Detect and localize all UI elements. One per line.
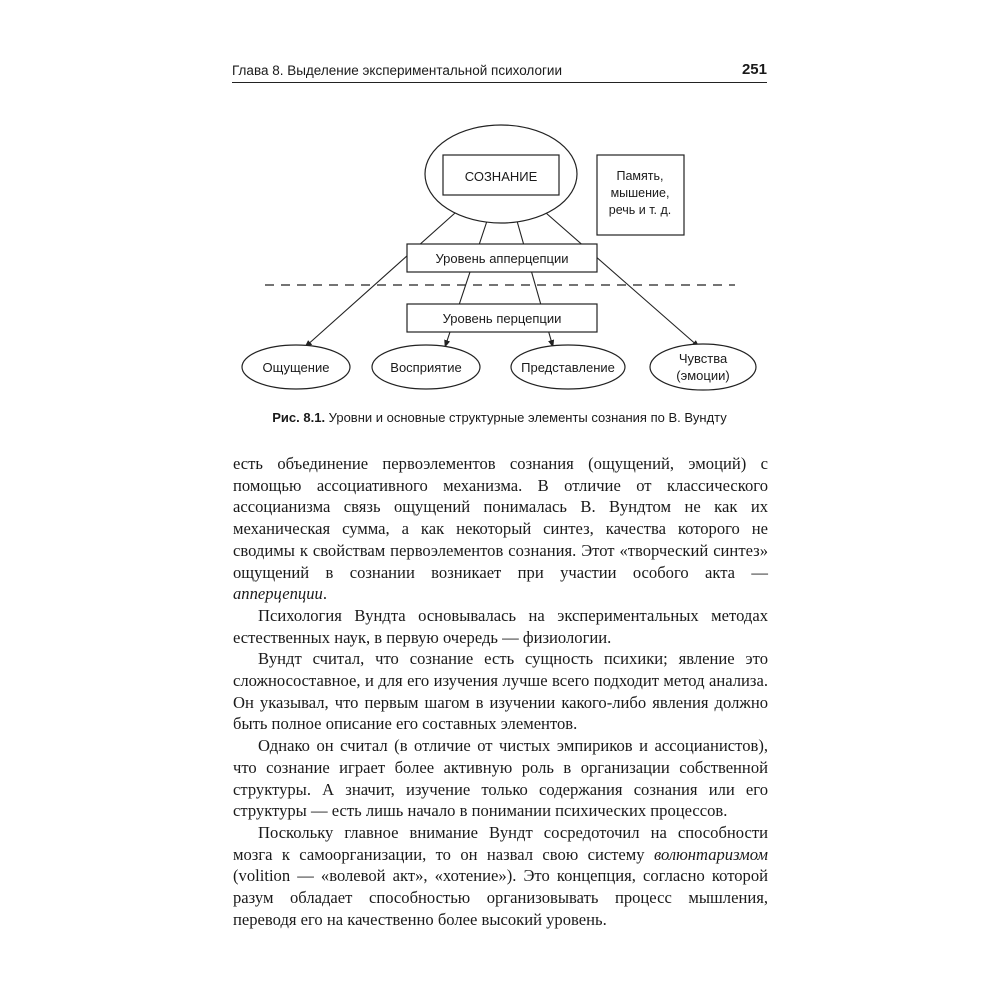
apperception-level-label: Уровень апперцепции [435,251,569,266]
term-voluntarism: волюнтаризмом [653,844,768,864]
paragraph-5 [233,822,768,931]
side-note-line-3: речь и т. д. [608,203,672,217]
term-apperception: апперцепции [233,584,323,604]
figure-caption-label: Рис. 8.1. [272,410,326,425]
paragraph-4: Однако он считал (в отличие от чистых эмпириков и ассоцианистов), что сознание играет более активную роль в организации собственной структуры. А значит, изучение только содержания сознания или его структуры — есть лишь начало в понимании психических процессов. [233,736,768,821]
feelings-label-line-2: (эмоции) [676,368,730,383]
perception-label: Восприятие [390,360,462,375]
consciousness-label: СОЗНАНИЕ [464,169,538,184]
feelings-label-line-1: Чувства [678,351,728,366]
paragraph-2: Психология Вундта основывалась на экспериментальных методах естественных наук, в первую очередь — физиологии. [233,605,768,647]
sensation-label: Ощущение [262,360,330,375]
figure-caption-text: Уровни и основные структурные элементы сознания по В. Вундту [325,410,727,425]
page-number: 251 [741,61,767,78]
chapter-title: Глава 8. Выделение экспериментальной психологии [232,63,562,78]
body-text [233,453,768,930]
paragraph-1 [233,453,768,605]
paragraph-5-text: Поскольку главное внимание Вундт сосредоточил на способности мозга к самоорганизации, то он назвал свою систему [233,822,768,864]
figure-caption [232,410,767,425]
paragraph-1-text: есть объединение первоэлементов сознания (ощущений, эмоций) с помощью ассоциативного механизма. В отличие от классического ассоцианизма связь ощущений понималась В. Вундтом не как их механическая сумма, а как некоторый синтез, качества которого не сводимы к свойствам первоэлементов сознания. Этот «творческий синтез» ощущений в сознании возникает при участии особого акта — [233,454,768,582]
perception-level-label: Уровень перцепции [442,311,562,326]
representation-label: Представление [521,360,615,375]
paragraph-5-end: (volition — «волевой акт», «хотение»). Это концепция, согласно которой разум обладает способностью организовывать процесс мышления, переводя его на качественно более высокий уровень. [233,866,768,929]
paragraph-1-end: . [322,584,327,604]
wundt-consciousness-diagram [0,0,1000,400]
side-note-line-1: Память, [616,169,664,183]
paragraph-3: Вундт считал, что сознание есть сущность психики; явление это сложносоставное, и для его изучения лучше всего подходит метод анализа. Он указывал, что первым шагом в изучении какого-либо явления должно быть полное описание его составных элементов. [233,649,768,734]
side-note-line-2: мышение, [610,186,670,200]
